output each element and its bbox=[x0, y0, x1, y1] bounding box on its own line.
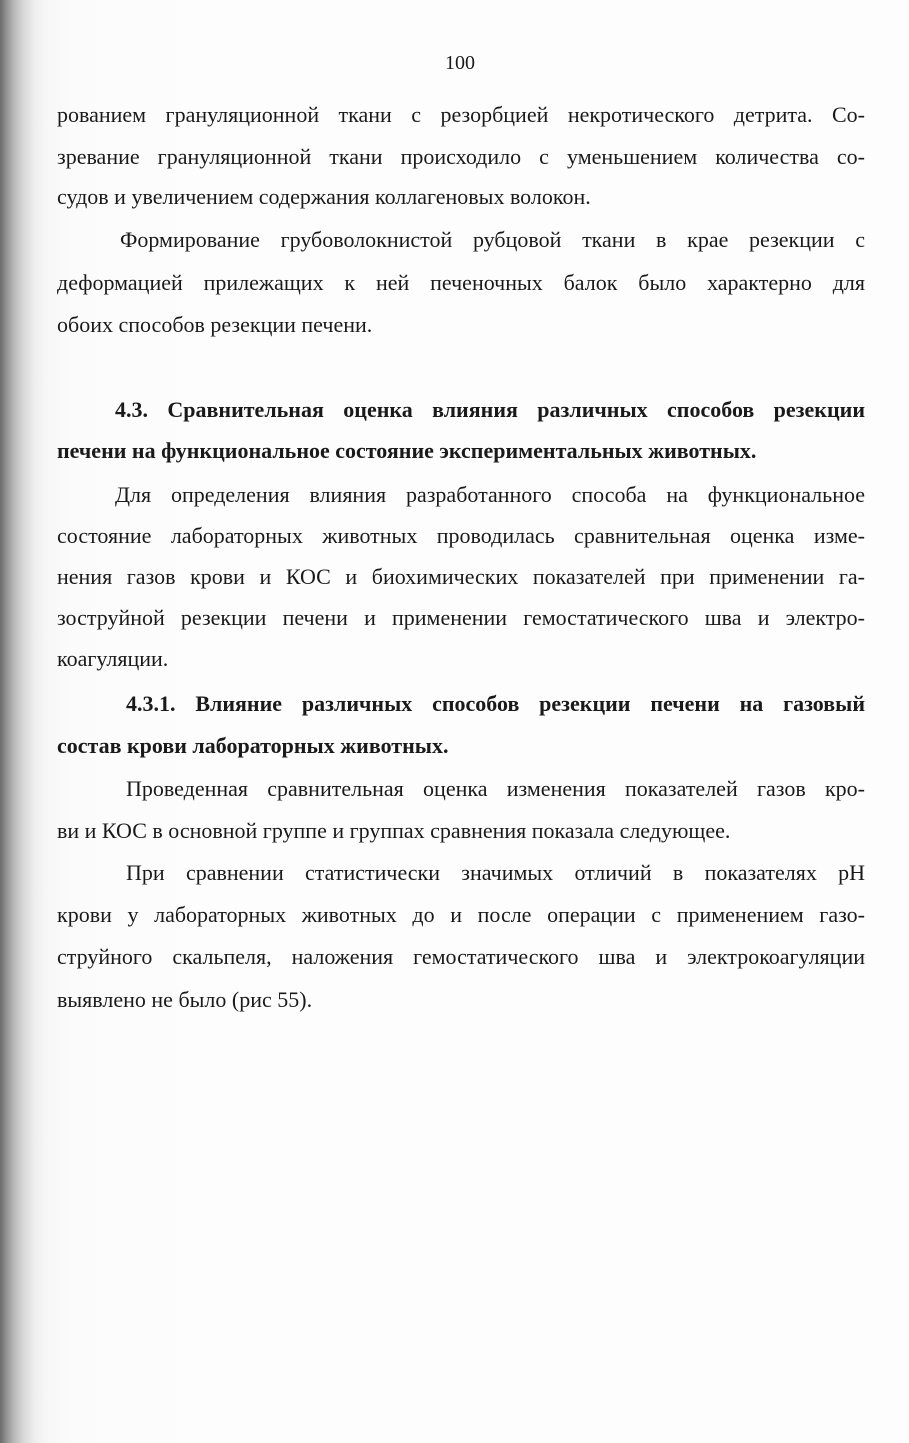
paragraph-1-line-3: судов и увеличением содержания коллагеновых волокон. bbox=[57, 184, 591, 209]
paragraph-6-line-1: Проведенная сравнительная оценка изменения показателей газов кро- bbox=[126, 776, 865, 801]
paragraph-2-line-2: деформацией прилежащих к ней печеночных балок было характерно для bbox=[57, 270, 865, 295]
subsection-heading-4-3-1-line-1: 4.3.1. Влияние различных способов резекции печени на газовый bbox=[126, 691, 865, 716]
paragraph-1-line-2: зревание грануляционной ткани происходило с уменьшением количества со- bbox=[57, 144, 865, 169]
paragraph-6-line-2: ви и КОС в основной группе и группах сравнения показала следующее. bbox=[57, 818, 731, 843]
section-heading-4-3-line-2: печени на функциональное состояние экспериментальных животных. bbox=[57, 438, 757, 463]
paragraph-2-line-1: Формирование грубоволокнистой рубцовой ткани в крае резекции с bbox=[120, 227, 865, 252]
section-heading-4-3-line-1: 4.3. Сравнительная оценка влияния различных способов резекции bbox=[115, 397, 865, 422]
paragraph-7-line-4: выявлено не было (рис 55). bbox=[57, 987, 313, 1012]
paragraph-7-line-3: струйного скальпеля, наложения гемостатического шва и электрокоагуляции bbox=[57, 944, 865, 969]
paragraph-7-line-2: крови у лабораторных животных до и после операции с применением газо- bbox=[57, 902, 865, 927]
paragraph-4-line-5: коагуляции. bbox=[57, 646, 169, 671]
paragraph-7-line-1: При сравнении статистически значимых отличий в показателях pH bbox=[126, 860, 865, 885]
paragraph-4-line-2: состояние лабораторных животных проводилась сравнительная оценка изме- bbox=[57, 523, 865, 548]
paragraph-4-line-1: Для определения влияния разработанного способа на функциональное bbox=[115, 482, 865, 507]
paragraph-4-line-4: зоструйной резекции печени и применении гемостатического шва и электро- bbox=[57, 605, 865, 630]
paragraph-2-line-3: обоих способов резекции печени. bbox=[57, 312, 373, 337]
paragraph-1-line-1: рованием грануляционной ткани с резорбцией некротического детрита. Со- bbox=[57, 102, 865, 127]
subsection-heading-4-3-1-line-2: состав крови лабораторных животных. bbox=[57, 733, 449, 758]
page-number: 100 bbox=[445, 52, 475, 74]
paragraph-4-line-3: нения газов крови и КОС и биохимических показателей при применении га- bbox=[57, 564, 865, 589]
